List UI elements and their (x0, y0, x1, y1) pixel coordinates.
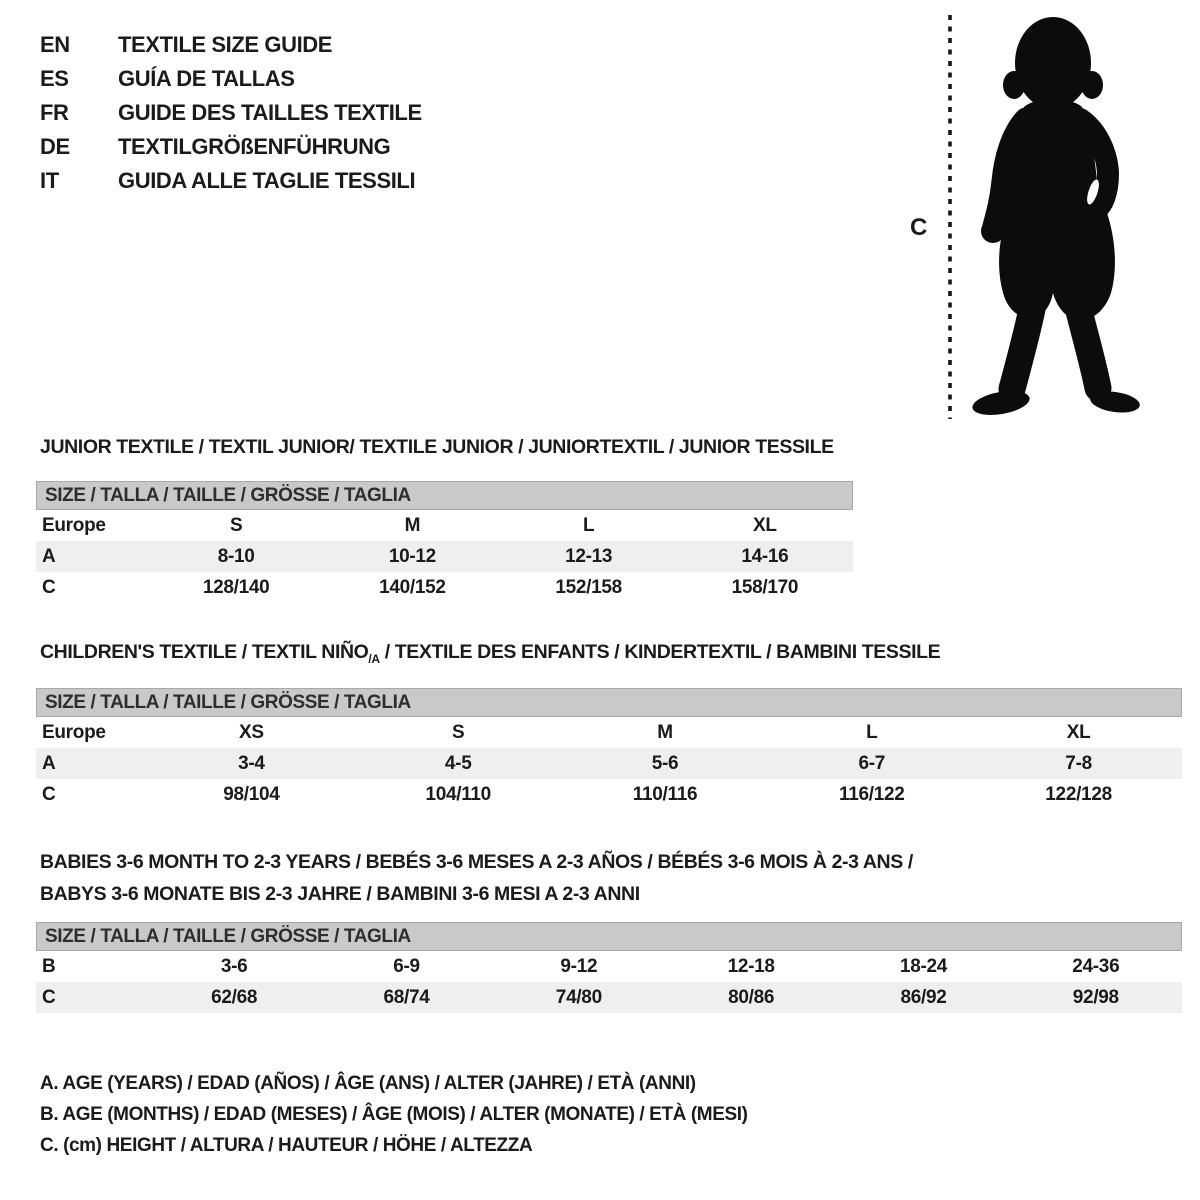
size-cell: XL (753, 514, 777, 536)
table-row-age (36, 748, 1182, 779)
guide-title-en: TEXTILE SIZE GUIDE (118, 32, 333, 57)
row-label: C (42, 783, 56, 805)
age-cell: 12-13 (565, 545, 613, 567)
language-row-de (40, 130, 422, 164)
children-section-title (40, 641, 940, 666)
babies-title-line1: BABIES 3-6 MONTH TO 2-3 YEARS / BEBÉS 3-6 MESES A 2-3 AÑOS / BÉBÉS 3-6 MOIS À 2-3 ANS / (40, 851, 913, 873)
children-title-suffix: / TEXTILE DES ENFANTS / KINDERTEXTIL / BAMBINI TESSILE (379, 641, 941, 663)
size-cell: L (582, 514, 595, 536)
size-cell: XL (1066, 721, 1091, 743)
guide-title-es: GUÍA DE TALLAS (118, 66, 295, 91)
babies-section-title (40, 846, 913, 910)
guide-title-it: GUIDA ALLE TAGLIE TESSILI (118, 168, 416, 193)
height-cell: 62/68 (211, 986, 258, 1008)
row-label: C (42, 986, 56, 1008)
age-cell: 5-6 (651, 752, 679, 774)
height-cell: 116/122 (839, 783, 905, 805)
table-row-height (36, 572, 853, 603)
months-cell: 3-6 (220, 955, 248, 977)
row-label: Europe (42, 721, 106, 743)
language-row-it (40, 164, 422, 198)
size-cell: S (452, 721, 465, 743)
children-size-table (36, 688, 1182, 810)
age-cell: 3-4 (238, 752, 265, 774)
babies-size-bar: SIZE / TALLA / TAILLE / GRÖSSE / TAGLIA (36, 922, 1182, 951)
row-label: A (42, 545, 56, 567)
language-code: DE (40, 134, 70, 159)
row-label: C (42, 576, 56, 598)
height-cell: 158/170 (731, 576, 799, 598)
height-cell: 86/92 (900, 986, 947, 1008)
language-row-fr (40, 96, 422, 130)
guide-title-de: TEXTILGRÖßENFÜHRUNG (118, 134, 391, 159)
months-cell: 18-24 (899, 955, 948, 977)
size-cell: S (229, 514, 243, 536)
junior-size-table (36, 481, 853, 603)
legend-line-b: B. AGE (MONTHS) / EDAD (MESES) / ÂGE (MOIS) / ALTER (MONATE) / ETÀ (MESI) (40, 1104, 748, 1125)
height-cell: 92/98 (1072, 986, 1119, 1008)
height-cell: 104/110 (425, 783, 491, 805)
junior-title-text: JUNIOR TEXTILE / TEXTIL JUNIOR/ TEXTILE JUNIOR / JUNIORTEXTIL / JUNIOR TESSILE (40, 436, 834, 458)
row-label: A (42, 752, 56, 774)
size-cell: M (404, 514, 421, 536)
babies-title-line2: BABYS 3-6 MONATE BIS 2-3 JAHRE / BAMBINI 3-6 MESI A 2-3 ANNI (40, 883, 640, 905)
height-cell: 68/74 (383, 986, 430, 1008)
babies-size-table (36, 922, 1182, 1013)
junior-section-title (40, 436, 834, 459)
language-code: EN (40, 32, 70, 57)
age-cell: 6-7 (858, 752, 886, 774)
guide-title-fr: GUIDE DES TAILLES TEXTILE (118, 100, 422, 125)
language-code: ES (40, 66, 69, 91)
months-cell: 6-9 (393, 955, 420, 977)
size-cell: XS (239, 721, 264, 743)
language-code: FR (40, 100, 69, 125)
age-cell: 7-8 (1065, 752, 1092, 774)
height-cell: 128/140 (202, 576, 270, 598)
table-row-age (36, 541, 853, 572)
height-dashed-line-icon (946, 15, 954, 419)
height-cell: 140/152 (379, 576, 446, 598)
language-row-en (40, 28, 422, 62)
table-row-height (36, 779, 1182, 810)
age-cell: 8-10 (217, 545, 255, 567)
table-row-europe (36, 717, 1182, 748)
height-cell: 122/128 (1045, 783, 1112, 805)
height-cell: 152/158 (555, 576, 622, 598)
months-cell: 12-18 (727, 955, 775, 977)
language-title-list (40, 28, 422, 198)
height-cell: 98/104 (223, 783, 280, 805)
children-title-prefix: CHILDREN'S TEXTILE / TEXTIL NIÑO (40, 641, 369, 663)
size-cell: M (657, 721, 673, 743)
legend-line-c: C. (cm) HEIGHT / ALTURA / HAUTEUR / HÖHE / ALTEZZA (40, 1135, 533, 1156)
children-title-sub: /A (368, 651, 380, 666)
height-measure-label: C (910, 214, 928, 241)
months-cell: 24-36 (1072, 955, 1120, 977)
measurement-legend (40, 1068, 748, 1161)
height-cell: 74/80 (555, 986, 602, 1008)
children-size-bar: SIZE / TALLA / TAILLE / GRÖSSE / TAGLIA (36, 688, 1182, 717)
table-row-months (36, 951, 1182, 982)
size-cell: L (866, 721, 878, 743)
table-row-height (36, 982, 1182, 1013)
age-cell: 10-12 (388, 545, 436, 567)
age-cell: 4-5 (444, 752, 472, 774)
row-label: B (42, 955, 56, 977)
junior-size-bar: SIZE / TALLA / TAILLE / GRÖSSE / TAGLIA (36, 481, 853, 510)
row-label: Europe (42, 514, 106, 536)
table-row-europe (36, 510, 853, 541)
baby-silhouette-icon (966, 13, 1143, 419)
height-cell: 110/116 (632, 783, 698, 805)
legend-line-a: A. AGE (YEARS) / EDAD (AÑOS) / ÂGE (ANS) / ALTER (JAHRE) / ETÀ (ANNI) (40, 1073, 696, 1094)
language-row-es (40, 62, 422, 96)
months-cell: 9-12 (560, 955, 598, 977)
language-code: IT (40, 168, 59, 193)
height-cell: 80/86 (728, 986, 775, 1008)
age-cell: 14-16 (741, 545, 789, 567)
